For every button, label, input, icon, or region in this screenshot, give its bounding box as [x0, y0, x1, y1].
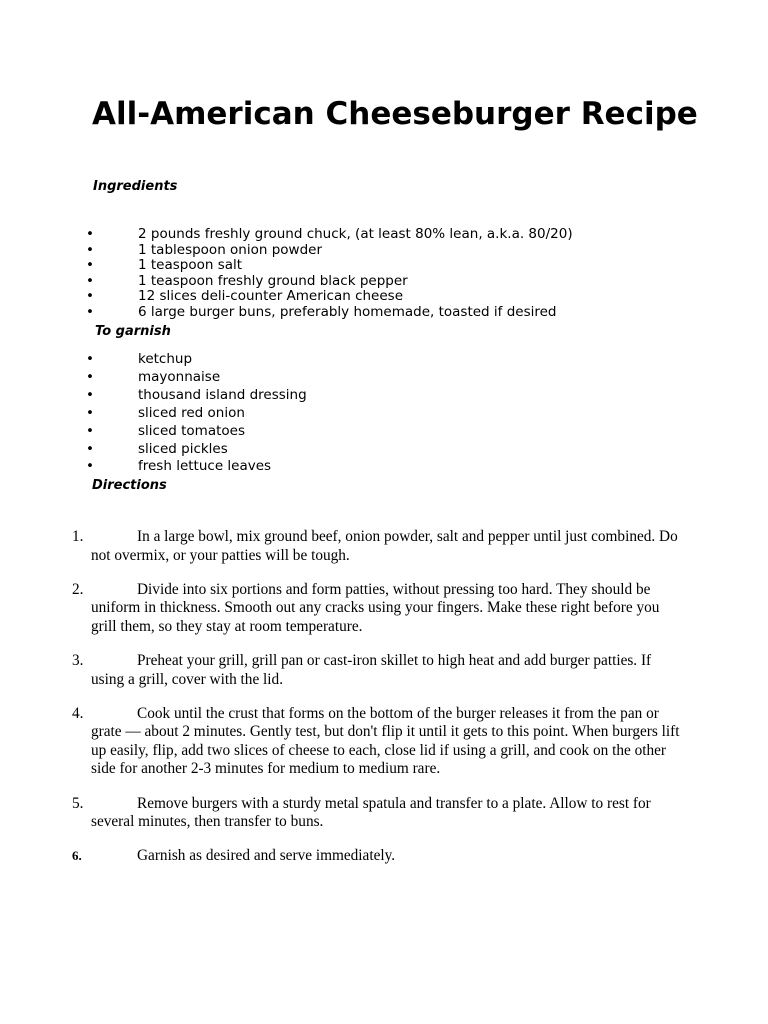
direction-step: [72, 795, 682, 832]
list-item: • 2 pounds freshly ground chuck, (at least 80% lean, a.k.a. 80/20): [86, 227, 573, 243]
step-text: Divide into six portions and form patties, without pressing too hard. They should be uniform in thickness. Smooth out any cracks using your fingers. Make these right before you grill them, so they stay at room temperature.: [91, 580, 660, 635]
list-item: • 6 large burger buns, preferably homemade, toasted if desired: [86, 305, 573, 321]
list-item: • sliced pickles: [86, 441, 307, 459]
list-item: • sliced tomatoes: [86, 423, 307, 441]
step-text: Garnish as desired and serve immediately.: [137, 847, 396, 865]
list-item: • 1 teaspoon salt: [86, 258, 573, 274]
direction-step: [72, 705, 682, 779]
list-item: • thousand island dressing: [86, 387, 307, 405]
ingredients-list: [86, 227, 573, 321]
ingredients-heading: Ingredients: [93, 179, 178, 194]
garnish-heading: To garnish: [95, 324, 171, 339]
step-text: Cook until the crust that forms on the bottom of the burger releases it from the pan or grate — about 2 minutes. Gently test, but don't flip it until it gets to this point. When burgers lift up easily, flip, add two slices of cheese to each, close lid if using a grill, and cook on the other side for another 2-3 minutes for medium to medium rare.: [91, 704, 680, 778]
step-number: 1.: [72, 528, 84, 545]
directions-heading: Directions: [92, 478, 167, 493]
direction-step: [72, 847, 682, 866]
step-text: Remove burgers with a sturdy metal spatula and transfer to a plate. Allow to rest for several minutes, then transfer to buns.: [91, 794, 651, 831]
list-item: • mayonnaise: [86, 369, 307, 387]
step-number: 2.: [72, 580, 84, 598]
direction-step: [72, 581, 682, 637]
list-item: • fresh lettuce leaves: [86, 458, 307, 476]
recipe-title: All-American Cheeseburger Recipe: [92, 96, 698, 132]
step-number: 4.: [72, 704, 84, 722]
step-text: In a large bowl, mix ground beef, onion powder, salt and pepper until just combined. Do not overmix, or your patties will be tough.: [91, 528, 678, 564]
directions-list: [72, 528, 682, 881]
list-item: • 1 tablespoon onion powder: [86, 243, 573, 259]
list-item: • sliced red onion: [86, 405, 307, 423]
direction-step: [72, 652, 682, 689]
list-item: • 1 teaspoon freshly ground black pepper: [86, 274, 573, 290]
step-number: 5.: [72, 794, 84, 812]
step-number: 3.: [72, 651, 84, 669]
step-number: 6.: [72, 848, 82, 864]
list-item: • ketchup: [86, 351, 307, 369]
direction-step: [72, 528, 682, 565]
list-item: • 12 slices deli-counter American cheese: [86, 289, 573, 305]
garnish-list: [86, 351, 307, 476]
step-text: Preheat your grill, grill pan or cast-iron skillet to high heat and add burger patties. If using a grill, cover with the lid.: [91, 651, 652, 688]
